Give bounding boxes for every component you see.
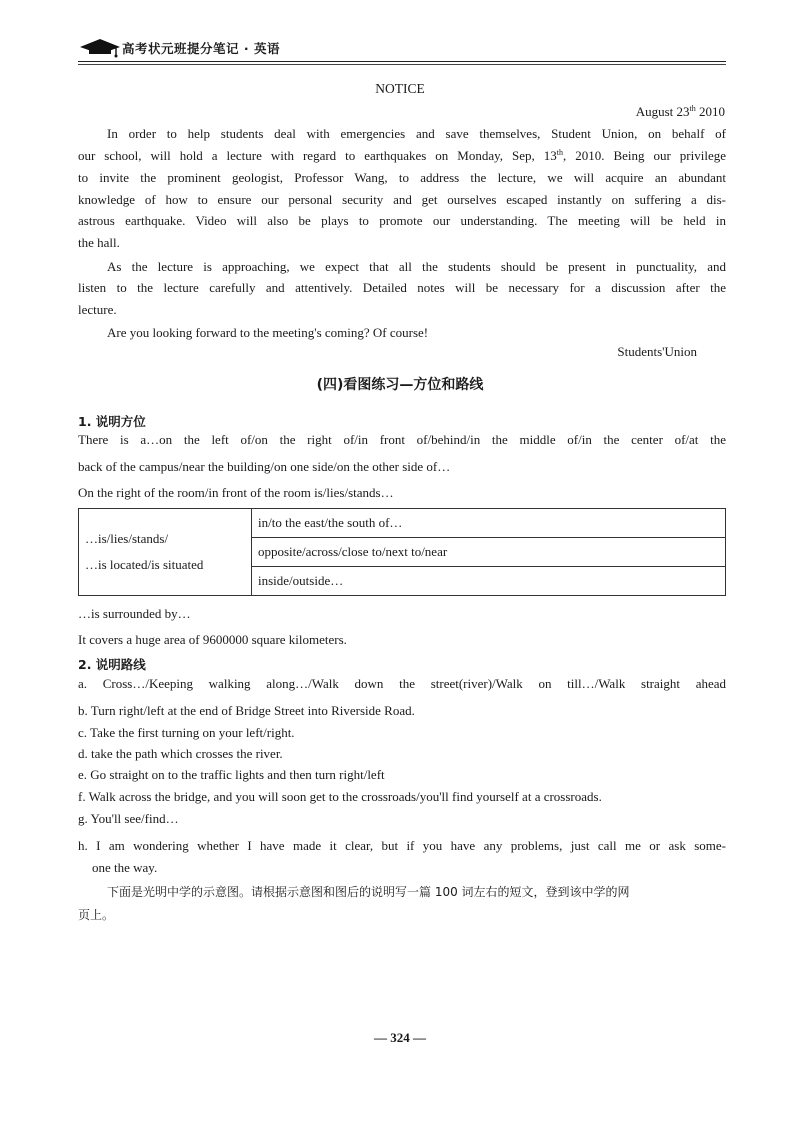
notice-p1-line: our school, will hold a lecture with regard to earthquakes on Monday, Sep, 13th, 2010. Being our privilege bbox=[78, 148, 726, 163]
writing-instruction: 下面是光明中学的示意图。请根据示意图和图后的说明写一篇 100 词左右的短文，登到该中学的网 bbox=[107, 885, 630, 899]
route-item: b. Turn right/left at the end of Bridge Street into Riverside Road. bbox=[78, 703, 415, 718]
route-item: a. Cross…/Keeping walking along…/Walk down the street(river)/Walk on till…/Walk straight ahead bbox=[78, 676, 726, 691]
notice-p2-line: listen to the lecture carefully and attentively. Detailed notes will be necessary for a discussion after the bbox=[78, 280, 726, 295]
route-item: one the way. bbox=[92, 860, 158, 875]
notice-signature: Students'Union bbox=[617, 344, 697, 359]
writing-instruction-cont: 页上。 bbox=[78, 908, 115, 922]
notice-p3: Are you looking forward to the meeting's coming? Of course! bbox=[107, 325, 429, 340]
section-title: (四)看图练习—方位和路线 bbox=[316, 377, 484, 393]
phrase-table-left-cell: …is/lies/stands/ …is located/is situated bbox=[79, 509, 252, 596]
position-phrase-line: back of the campus/near the building/on one side/on the other side of… bbox=[78, 459, 451, 474]
notice-p1-line: astrous earthquake. Video will also be plays to promote our understanding. The meeting will be held in bbox=[78, 213, 726, 228]
subsection-2-title: 2. 说明路线 bbox=[78, 657, 146, 672]
route-item: d. take the path which crosses the river. bbox=[78, 746, 283, 761]
phrase-table-cell: in/to the east/the south of… bbox=[252, 509, 726, 538]
header-rule bbox=[78, 61, 726, 62]
position-phrase-line: It covers a huge area of 9600000 square kilometers. bbox=[78, 632, 347, 647]
notice-heading: NOTICE bbox=[375, 81, 425, 96]
subsection-1-title: 1. 说明方位 bbox=[78, 414, 146, 429]
position-phrase-line: On the right of the room/in front of the room is/lies/stands… bbox=[78, 485, 394, 500]
notice-date: August 23th 2010 bbox=[635, 104, 725, 119]
notice-p1-line: knowledge of how to ensure our personal security and get ourselves escaped instantly on suffering a dis- bbox=[78, 192, 726, 207]
phrase-table bbox=[78, 508, 726, 596]
book-title: 高考状元班提分笔记 · 英语 bbox=[122, 41, 280, 56]
notice-p1-line: In order to help students deal with emergencies and save themselves, Student Union, on behalf of bbox=[107, 126, 726, 141]
page-number: — 324 — bbox=[374, 1030, 426, 1045]
phrase-table-cell: inside/outside… bbox=[252, 567, 726, 596]
route-item: h. I am wondering whether I have made it clear, but if you have any problems, just call me or ask some- bbox=[78, 838, 726, 853]
phrase-table-cell: opposite/across/close to/next to/near bbox=[252, 538, 726, 567]
notice-p2-line: lecture. bbox=[78, 302, 117, 317]
graduation-cap-icon bbox=[78, 36, 122, 58]
page-header bbox=[78, 34, 726, 66]
position-phrase-line: …is surrounded by… bbox=[78, 606, 191, 621]
route-item: f. Walk across the bridge, and you will soon get to the crossroads/you'll find yourself at a crossroads. bbox=[78, 789, 602, 804]
notice-p2-line: As the lecture is approaching, we expect that all the students should be present in punctuality, and bbox=[107, 259, 726, 274]
position-phrase-line: There is a…on the left of/on the right of/in front of/behind/in the middle of/in the center of/at the bbox=[78, 432, 726, 447]
header-rule-thin bbox=[78, 64, 726, 65]
route-item: e. Go straight on to the traffic lights and then turn right/left bbox=[78, 767, 385, 782]
route-item: g. You'll see/find… bbox=[78, 811, 179, 826]
notice-p1-line: to invite the prominent geologist, Professor Wang, to address the lecture, we will acquire an abundant bbox=[78, 170, 726, 185]
route-item: c. Take the first turning on your left/right. bbox=[78, 725, 295, 740]
notice-p1-line: the hall. bbox=[78, 235, 120, 250]
